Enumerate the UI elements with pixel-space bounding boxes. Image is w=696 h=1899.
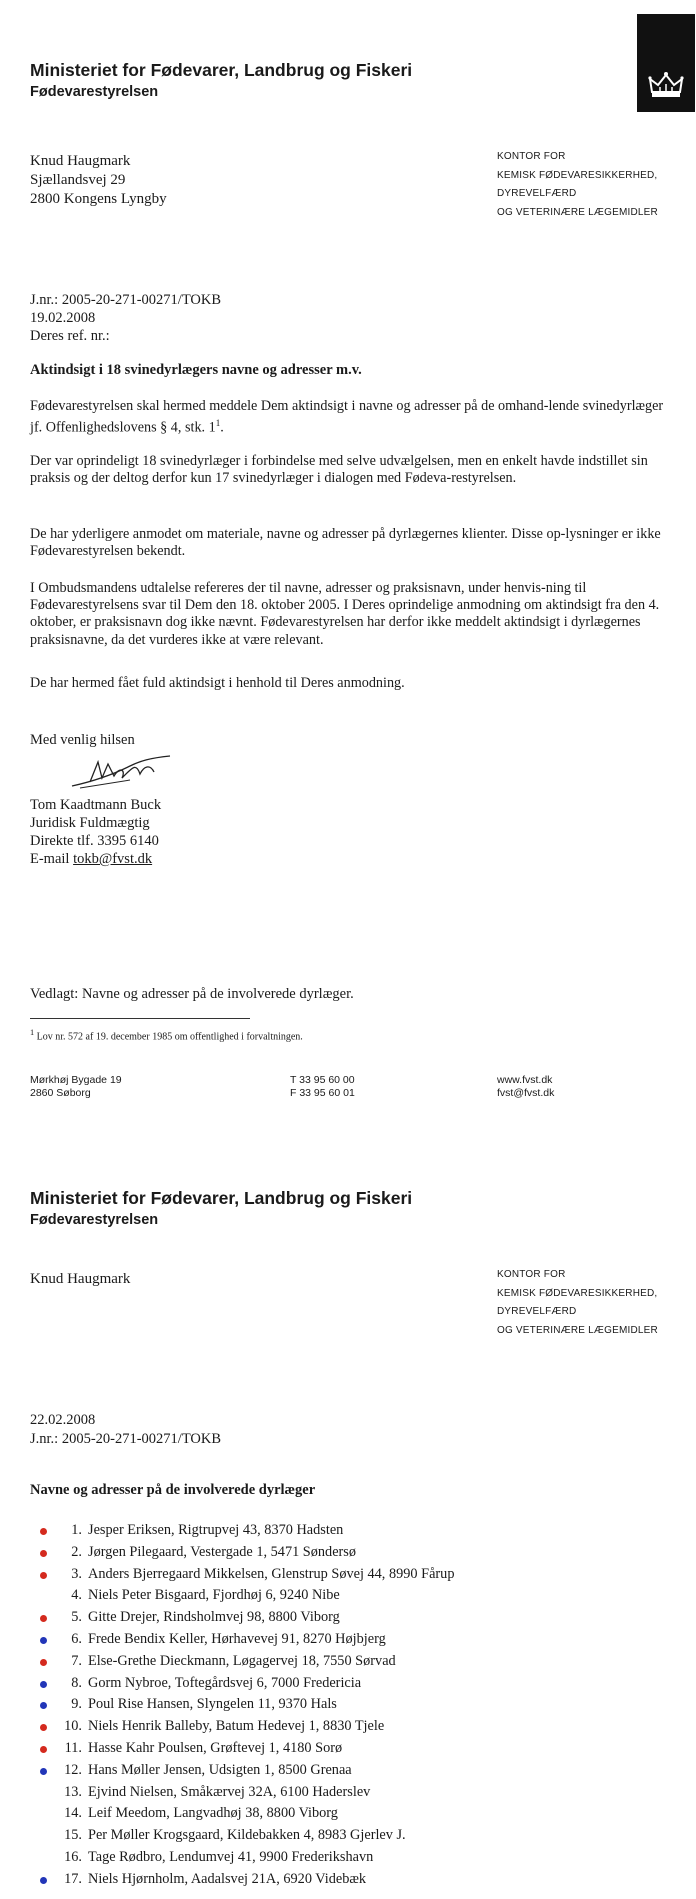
footnote-ref: 1 xyxy=(215,418,221,429)
list-item-number: 13. xyxy=(64,1783,82,1800)
list-item-number: 1. xyxy=(71,1522,82,1538)
agency-name: Fødevarestyrelsen xyxy=(30,1212,159,1228)
crown-crest-icon xyxy=(637,14,695,112)
your-reference: Deres ref. nr.: xyxy=(30,328,110,344)
office-line: OG VETERINÆRE LÆGEMIDLER xyxy=(497,1324,658,1336)
list-item-number: 9. xyxy=(71,1696,82,1713)
footer-phones xyxy=(290,1074,355,1100)
office-line: KONTOR FOR xyxy=(497,151,566,162)
red-dot-icon xyxy=(40,1746,47,1753)
office-block xyxy=(497,148,658,222)
paragraph-5: De har hermed fået fuld aktindsigt i henhold til Deres anmodning. xyxy=(30,675,405,691)
recipient-name: Knud Haugmark xyxy=(30,153,131,169)
list-item-text: Jesper Eriksen, Rigtrupvej 43, 8370 Hadsten xyxy=(88,1522,344,1538)
blue-dot-icon xyxy=(40,1681,47,1688)
list-item-number: 7. xyxy=(71,1652,82,1669)
enclosure-note: Vedlagt: Navne og adresser på de involverede dyrlæger. xyxy=(30,986,354,1002)
list-item-text: Else-Grethe Dieckmann, Løgagervej 18, 7550 Sørvad xyxy=(88,1652,396,1669)
footnote-text: Lov nr. 572 af 19. december 1985 om offentlighed i forvaltningen. xyxy=(34,1031,303,1043)
list-item-text: Gitte Drejer, Rindsholmvej 98, 8800 Viborg xyxy=(88,1609,340,1626)
office-line: KEMISK FØDEVARESIKKERHED, xyxy=(497,1287,658,1299)
footnote-divider xyxy=(30,1018,250,1019)
list-item-text: Niels Hjørnholm, Aadalsvej 21A, 6920 Videbæk xyxy=(88,1870,367,1887)
recipient-address xyxy=(30,152,167,209)
office-block xyxy=(497,1266,658,1340)
list-item-text: Poul Rise Hansen, Slyngelen 11, 9370 Hals xyxy=(88,1696,337,1713)
list-item-number: 6. xyxy=(71,1630,82,1647)
footer-email[interactable]: fvst@fvst.dk xyxy=(497,1087,555,1099)
list-item-number: 5. xyxy=(71,1609,82,1626)
paragraph-2: Der var oprindeligt 18 svinedyrlæger i forbindelse med selve udvælgelsen, men en enkelt havde indstillet sin praksis og der deltog derfor kun 17 svinedyrlæger i dialogen med Fødeva-restyrelsen. xyxy=(30,453,648,487)
list-item-number: 14. xyxy=(64,1805,82,1822)
list-item-text: Niels Peter Bisgaard, Fjordhøj 6, 9240 Nibe xyxy=(88,1587,340,1604)
office-line: DYREVELFÆRD xyxy=(497,188,577,199)
list-item-text: Jørgen Pilegaard, Vestergade 1, 5471 Søndersø xyxy=(88,1543,357,1560)
signature-icon xyxy=(70,752,180,792)
footer-website[interactable]: www.fvst.dk xyxy=(497,1074,553,1086)
red-dot-icon xyxy=(40,1724,47,1731)
letter-date: 22.02.2008 xyxy=(30,1412,96,1428)
paragraph-1 xyxy=(30,398,670,437)
office-line: KEMISK FØDEVARESIKKERHED, xyxy=(497,169,658,181)
blue-dot-icon xyxy=(40,1877,47,1884)
ministry-title: Ministeriet for Fødevarer, Landbrug og Fiskeri xyxy=(30,1188,413,1208)
list-item-text: Tage Rødbro, Lendumvej 41, 9900 Frederikshavn xyxy=(88,1848,374,1865)
office-line: OG VETERINÆRE LÆGEMIDLER xyxy=(497,206,658,218)
letter-date: 19.02.2008 xyxy=(30,310,96,326)
signer-email xyxy=(30,850,152,868)
list-item-number: 4. xyxy=(71,1587,82,1604)
blue-dot-icon xyxy=(40,1702,47,1709)
footnote xyxy=(30,1028,303,1042)
footer-address xyxy=(30,1074,122,1100)
list-item-text: Hasse Kahr Poulsen, Grøftevej 1, 4180 Sorø xyxy=(88,1739,343,1756)
footer-fax: F 33 95 60 01 xyxy=(290,1087,355,1099)
office-line: DYREVELFÆRD xyxy=(497,1306,577,1317)
agency-name: Fødevarestyrelsen xyxy=(30,84,159,100)
list-item-number: 16. xyxy=(64,1848,82,1865)
ministry-title: Ministeriet for Fødevarer, Landbrug og Fiskeri xyxy=(30,60,413,80)
list-heading: Navne og adresser på de involverede dyrlæger xyxy=(30,1482,316,1498)
footer-city: 2860 Søborg xyxy=(30,1087,91,1099)
journal-number: J.nr.: 2005-20-271-00271/TOKB xyxy=(30,292,222,308)
paragraph-4: I Ombudsmandens udtalelse refereres der til navne, adresser og praksisnavn, under henvis-ning til Fødevarestyrelsens svar til Dem den 18. oktober 2005. I Deres oprindelige anmodning om aktindsigt fra den 4. oktober, er praksisnavn dog ikke nævnt. Fødevarestyrelsen har derfor ikke meddelt aktindsigt i dyrlægernes praksisnavne, da det vurderes ikke at være relevant. xyxy=(30,580,660,648)
email-link[interactable]: tokb@fvst.dk xyxy=(73,851,153,867)
letter-subject: Aktindsigt i 18 svinedyrlægers navne og adresser m.v. xyxy=(30,362,362,378)
list-item-text: Niels Henrik Balleby, Batum Hedevej 1, 8830 Tjele xyxy=(88,1718,385,1735)
list-item-text: Gorm Nybroe, Toftegårdsvej 6, 7000 Fredericia xyxy=(88,1674,362,1691)
journal-number: J.nr.: 2005-20-271-00271/TOKB xyxy=(30,1431,222,1447)
list-item-number: 15. xyxy=(64,1827,82,1844)
list-item-number: 8. xyxy=(71,1674,82,1691)
red-dot-icon xyxy=(40,1572,47,1579)
paragraph-3: De har yderligere anmodet om materiale, navne og adresser på dyrlægernes klienter. Disse op-lysninger er ikke Fødevarestyrelsen bekendt. xyxy=(30,526,661,560)
footnote-mark: 1 xyxy=(30,1028,35,1037)
footer-web xyxy=(497,1074,554,1100)
blue-dot-icon xyxy=(40,1768,47,1775)
closing-greeting: Med venlig hilsen xyxy=(30,732,135,748)
list-item-text: Per Møller Krogsgaard, Kildebakken 4, 8983 Gjerlev J. xyxy=(88,1827,406,1844)
red-dot-icon xyxy=(40,1615,47,1622)
list-item-number: 10. xyxy=(64,1718,82,1735)
footer-telephone: T 33 95 60 00 xyxy=(290,1074,355,1086)
list-item-text: Hans Møller Jensen, Udsigten 1, 8500 Grenaa xyxy=(88,1761,352,1778)
letter-page-2 xyxy=(0,1160,696,1899)
footer-street: Mørkhøj Bygade 19 xyxy=(30,1074,122,1086)
blue-dot-icon xyxy=(40,1637,47,1644)
list-item-number: 12. xyxy=(64,1761,82,1778)
list-item-number: 17. xyxy=(64,1870,82,1887)
list-item-text: Anders Bjerregaard Mikkelsen, Glenstrup Søvej 44, 8990 Fårup xyxy=(88,1565,455,1582)
signer-title: Juridisk Fuldmægtig xyxy=(30,815,150,831)
recipient-name: Knud Haugmark xyxy=(30,1271,131,1287)
red-dot-icon xyxy=(40,1659,47,1666)
paragraph-1-end: . xyxy=(220,419,224,436)
recipient-city: 2800 Kongens Lyngby xyxy=(30,191,167,207)
red-dot-icon xyxy=(40,1528,47,1535)
list-item-number: 2. xyxy=(71,1543,82,1560)
list-item-number: 11. xyxy=(64,1739,82,1756)
recipient-street: Sjællandsvej 29 xyxy=(30,172,126,188)
list-item-text: Leif Meedom, Langvadhøj 38, 8800 Viborg xyxy=(88,1805,338,1822)
signer-name: Tom Kaadtmann Buck xyxy=(30,797,162,813)
signer-phone: Direkte tlf. 3395 6140 xyxy=(30,833,159,849)
email-label: E-mail xyxy=(30,851,74,867)
red-dot-icon xyxy=(40,1550,47,1557)
list-item-text: Frede Bendix Keller, Hørhavevej 91, 8270 Højbjerg xyxy=(88,1630,386,1647)
list-item-text: Ejvind Nielsen, Småkærvej 32A, 6100 Haderslev xyxy=(88,1783,371,1800)
list-item-number: 3. xyxy=(71,1565,82,1582)
office-line: KONTOR FOR xyxy=(497,1269,566,1280)
paragraph-1-text: Fødevarestyrelsen skal hermed meddele Dem aktindsigt i navne og adresser på de omhand-lende svinedyrlæger jf. Offenlighedslovens § 4, stk. 1 xyxy=(30,398,664,436)
